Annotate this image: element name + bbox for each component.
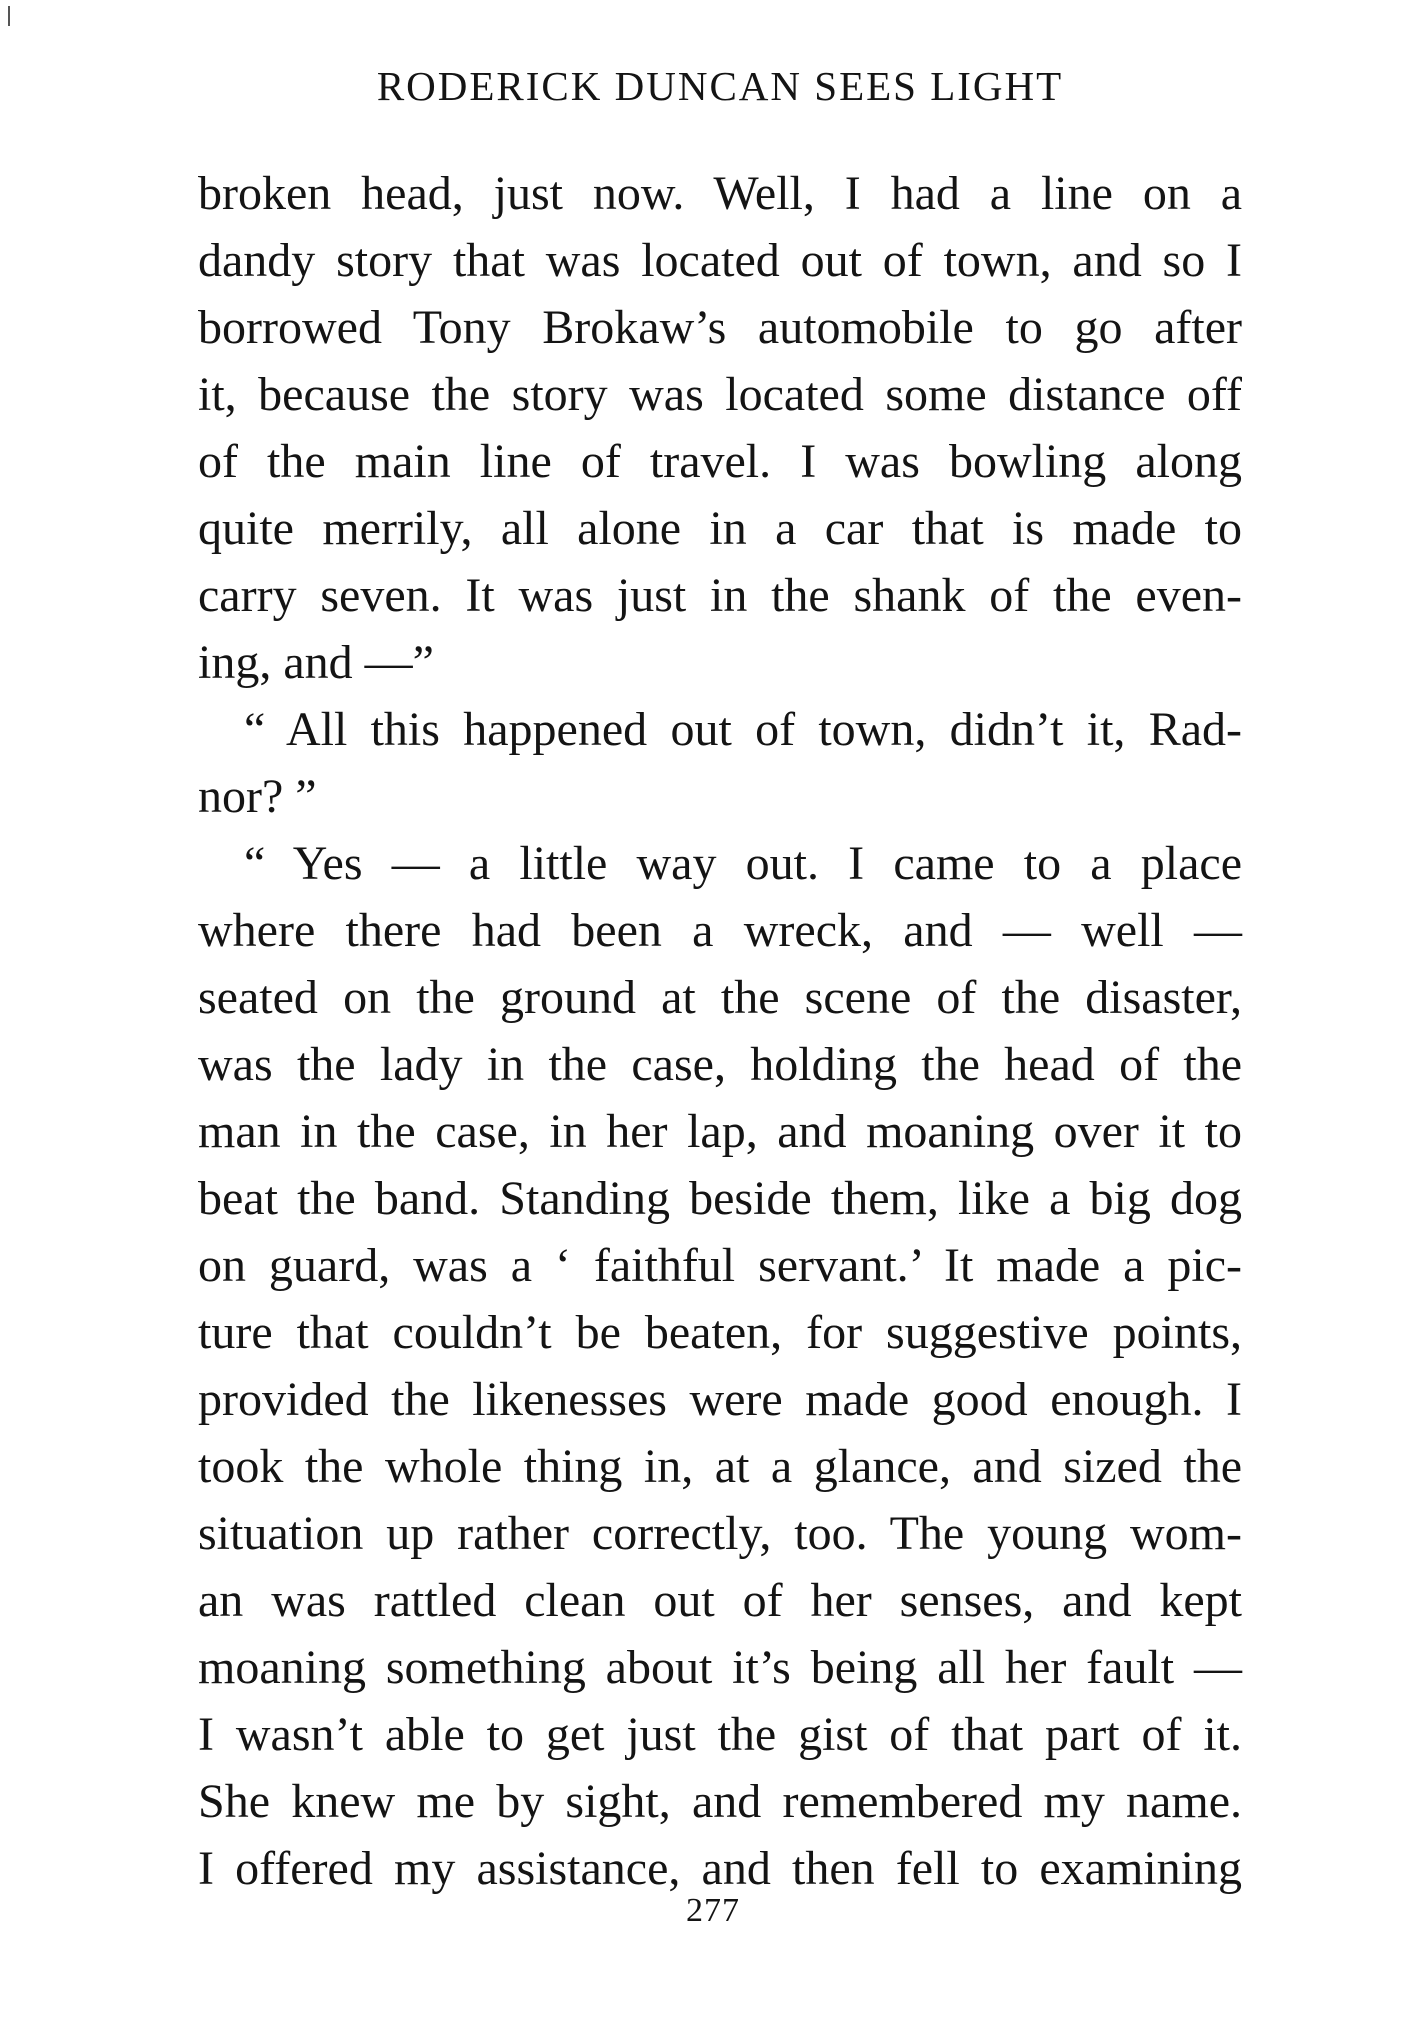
- scan-margin-mark: [8, 6, 10, 26]
- text-line: seated on the ground at the scene of the disaster,: [198, 971, 1242, 1024]
- text-line: an was rattled clean out of her senses, and kept: [198, 1574, 1242, 1627]
- text-line: She knew me by sight, and remembered my name.: [198, 1775, 1242, 1828]
- text-line: it, because the story was located some distance off: [198, 368, 1242, 421]
- text-line: dandy story that was located out of town, and so I: [198, 234, 1242, 287]
- text-line: situation up rather correctly, too. The young wom-: [198, 1507, 1242, 1560]
- text-line: “ All this happened out of town, didn’t it, Rad-: [244, 703, 1242, 756]
- text-line: broken head, just now. Well, I had a line on a: [198, 167, 1242, 220]
- text-line: moaning something about it’s being all her fault —: [198, 1641, 1242, 1694]
- running-head: RODERICK DUNCAN SEES LIGHT: [376, 63, 1064, 109]
- text-line: took the whole thing in, at a glance, and sized the: [198, 1440, 1242, 1493]
- text-line: where there had been a wreck, and — well —: [198, 904, 1242, 957]
- text-line: beat the band. Standing beside them, like a big dog: [198, 1172, 1242, 1225]
- page-number: 277: [686, 1892, 740, 1929]
- text-line: was the lady in the case, holding the head of the: [198, 1038, 1242, 1091]
- text-line: ture that couldn’t be beaten, for suggestive points,: [198, 1306, 1242, 1359]
- text-line: ing, and —”: [198, 636, 434, 689]
- body-text: [198, 160, 1242, 1902]
- text-line: I offered my assistance, and then fell to examining: [198, 1842, 1242, 1895]
- text-line: nor? ”: [198, 770, 317, 823]
- text-line: borrowed Tony Brokaw’s automobile to go after: [198, 301, 1242, 354]
- text-line: “ Yes — a little way out. I came to a place: [244, 837, 1242, 890]
- text-line: quite merrily, all alone in a car that is made to: [198, 502, 1242, 555]
- text-line: on guard, was a ‘ faithful servant.’ It made a pic-: [198, 1239, 1242, 1292]
- text-line: man in the case, in her lap, and moaning over it to: [198, 1105, 1242, 1158]
- text-line: I wasn’t able to get just the gist of that part of it.: [198, 1708, 1242, 1761]
- text-line: provided the likenesses were made good enough. I: [198, 1373, 1242, 1426]
- text-line: of the main line of travel. I was bowling along: [198, 435, 1242, 488]
- text-line: carry seven. It was just in the shank of the even-: [198, 569, 1242, 622]
